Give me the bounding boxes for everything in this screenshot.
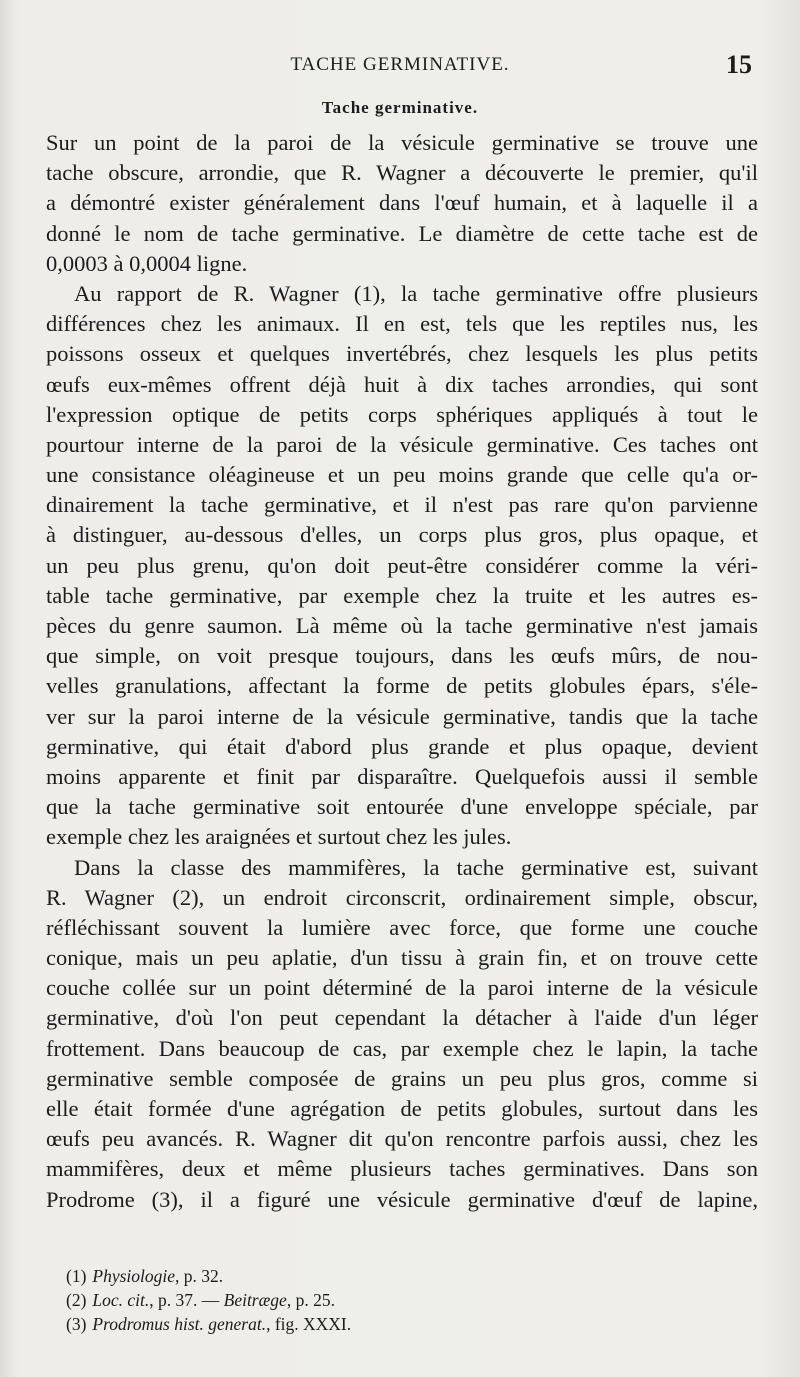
footnote-text: , p. 25. — [286, 1290, 335, 1310]
text-line: un peu plus grenu, qu'on doit peut-être considérer comme la véri- — [46, 552, 758, 578]
footnote — [66, 1264, 746, 1288]
text-line: germinative semble composée de grains un peu plus gros, comme si — [46, 1065, 758, 1091]
text-line: une consistance oléagineuse et un peu moins grande que celle qu'a or- — [46, 462, 758, 488]
body-text — [46, 128, 758, 1215]
footnotes — [66, 1264, 746, 1336]
text-line: R. Wagner (2), un endroit circonscrit, ordinairement simple, obscur, — [46, 884, 758, 910]
text-line: pèces du genre saumon. Là même où la tache germinative n'est jamais — [46, 613, 758, 638]
text-line: 0,0003 à 0,0004 ligne. — [46, 250, 248, 276]
text-line: différences chez les animaux. Il en est, tels que les reptiles nus, les — [46, 311, 758, 337]
text-line: œufs eux-mêmes offrent déjà huit à dix taches arrondies, qui sont — [46, 371, 758, 397]
text-line: Prodrome (3), il a figuré une vésicule germinative d'œuf de lapine, — [46, 1186, 758, 1212]
section-title: Tache germinative. — [321, 98, 479, 117]
text-line: elle était formée d'une agrégation de petits globules, surtout dans les — [46, 1096, 758, 1121]
text-line: l'expression optique de petits corps sphériques appliqués à tout le — [46, 401, 758, 427]
text-line: Sur un point de la paroi de la vésicule germinative se trouve une — [46, 130, 758, 155]
running-head: TACHE GERMINATIVE. — [290, 54, 510, 75]
text-line: a démontré exister généralement dans l'œuf humain, et à laquelle il a — [46, 190, 758, 216]
text-line: germinative, d'où l'on peut cependant la détacher à l'aide d'un léger — [46, 1005, 758, 1031]
text-line: que la tache germinative soit entourée d'une enveloppe spéciale, par — [46, 794, 758, 820]
text-line: moins apparente et finit par disparaître. Quelquefois aussi il semble — [46, 763, 758, 789]
footnote-title: Beitræge — [223, 1290, 287, 1310]
text-line: couche collée sur un point déterminé de la paroi interne de la vésicule — [46, 975, 758, 1001]
footnote-title: Prodromus hist. generat. — [92, 1314, 267, 1334]
page-number: 15 — [726, 50, 752, 79]
text-line: conique, mais un peu aplatie, d'un tissu à grain fin, et on trouve cette — [46, 945, 758, 971]
footnote-text: , fig. XXXI. — [266, 1314, 352, 1334]
text-line: frottement. Dans beaucoup de cas, par exemple chez le lapin, la tache — [46, 1035, 758, 1061]
text-line: ver sur la paroi interne de la vésicule germinative, tandis que la tache — [46, 703, 758, 729]
page-header — [42, 50, 758, 86]
text-line: dinairement la tache germinative, et il n'est pas rare qu'on parvienne — [46, 492, 758, 518]
footnote — [66, 1288, 746, 1312]
footnote-number: (1) — [66, 1266, 87, 1286]
text-line: donné le nom de tache germinative. Le diamètre de cette tache est de — [46, 220, 758, 246]
text-line: tache obscure, arrondie, que R. Wagner a découverte le premier, qu'il — [46, 160, 758, 186]
footnote-title: Physiologie — [92, 1266, 175, 1286]
text-line: réfléchissant souvent la lumière avec force, que forme une couche — [46, 914, 758, 940]
text-line: Au rapport de R. Wagner (1), la tache germinative offre plusieurs — [74, 280, 758, 306]
text-line: œufs peu avancés. R. Wagner dit qu'on rencontre parfois aussi, chez les — [46, 1126, 758, 1152]
text-line: mammifères, deux et même plusieurs taches germinatives. Dans son — [46, 1156, 758, 1182]
text-line: table tache germinative, par exemple chez la truite et les autres es- — [46, 582, 758, 608]
text-line: à distinguer, au-dessous d'elles, un corps plus gros, plus opaque, et — [46, 522, 758, 548]
text-line: velles granulations, affectant la forme de petits globules épars, s'éle- — [46, 673, 758, 699]
text-line: exemple chez les araignées et surtout chez les jules. — [46, 824, 512, 850]
footnote — [66, 1312, 746, 1336]
text-line: pourtour interne de la paroi de la vésicule germinative. Ces taches ont — [46, 431, 758, 457]
text-line: que simple, on voit presque toujours, dans les œufs mûrs, de nou- — [46, 643, 758, 669]
text-line: Dans la classe des mammifères, la tache germinative est, suivant — [74, 854, 758, 880]
text-line: germinative, qui était d'abord plus grande et plus opaque, devient — [46, 733, 758, 759]
footnote-title: Loc. cit. — [92, 1290, 150, 1310]
footnote-text: , p. 37. — — [149, 1290, 224, 1310]
text-line: poissons osseux et quelques invertébrés, chez lesquels les plus petits — [46, 341, 758, 367]
footnote-number: (3) — [66, 1314, 87, 1334]
footnote-number: (2) — [66, 1290, 87, 1310]
footnote-text: , p. 32. — [175, 1266, 224, 1286]
